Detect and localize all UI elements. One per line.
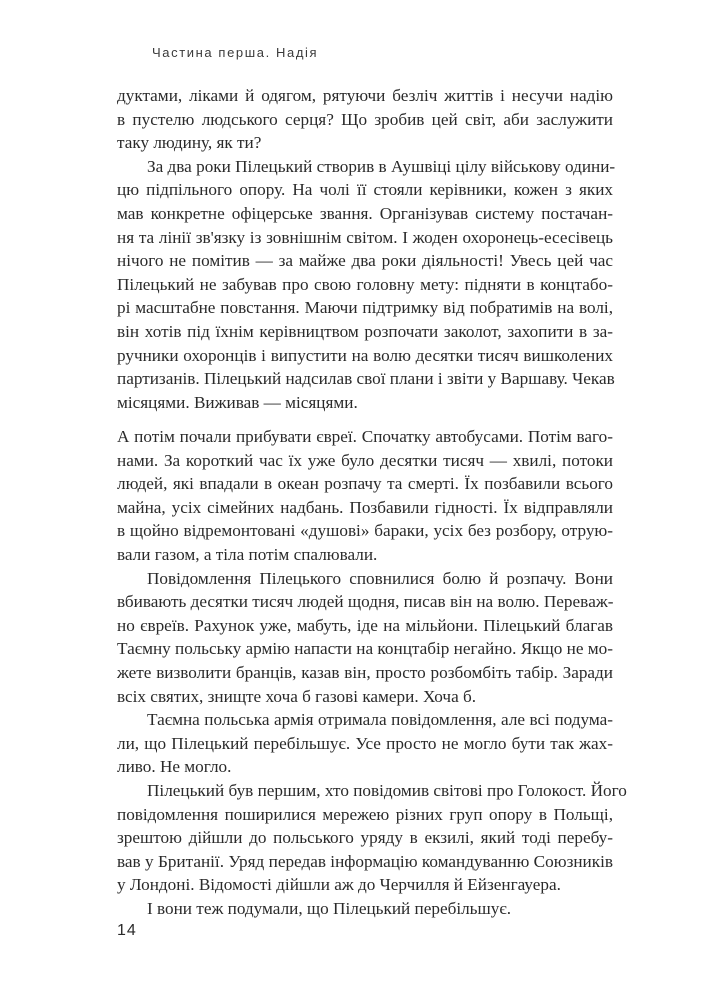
text-line: повідомлення поширилися мережею різних груп опору в Польщі, xyxy=(117,804,613,824)
text-line: вав у Британії. Уряд передав інформацію командуванню Союзників xyxy=(117,851,613,871)
text-line: І вони теж подумали, що Пілецький перебільшує. xyxy=(147,898,512,918)
page-number: 14 xyxy=(117,922,137,939)
text-line: зрештою дійшли до польського уряду в екзилі, який тоді перебу- xyxy=(117,828,613,848)
text-line: За два роки Пілецький створив в Аушвіці цілу військову одини- xyxy=(147,156,616,176)
text-line: ня та лінії зв'язку із зовнішнім світом. І жоден охоронець-есесівець xyxy=(117,227,613,247)
text-line: людей, які впадали в океан розпачу та смерті. Їх позбавили всього xyxy=(117,474,613,494)
text-line: нами. За короткий час їх уже було десятки тисяч — хвилі, потоки xyxy=(117,450,613,470)
text-line: Таємна польська армія отримала повідомлення, але всі подума- xyxy=(147,710,613,730)
text-line: мав конкретне офіцерське звання. Організував систему постачан- xyxy=(117,203,613,223)
text-line: партизанів. Пілецький надсилав свої плани і звіти у Варшаву. Чекав xyxy=(117,369,615,389)
text-line: нічого не помітив — за майже два роки діяльності! Увесь цей час xyxy=(117,251,613,271)
text-line: жете визволити бранців, казав він, просто розбомбіть табір. Заради xyxy=(117,662,613,682)
text-line: но євреїв. Рахунок уже, мабуть, іде на мільйони. Пілецький благав xyxy=(117,615,613,635)
text-line: ли, що Пілецький перебільшує. Усе просто не могло бути так жах- xyxy=(117,733,613,753)
text-line: Пілецький не забував про свою головну мету: підняти в концтабо- xyxy=(117,274,613,294)
running-head: Частина перша. Надія xyxy=(152,45,319,60)
text-line: вбивають десятки тисяч людей щодня, писав він на волю. Перевaж- xyxy=(117,592,614,612)
text-line: дуктами, ліками й одягом, рятуючи безліч життів і несучи надію xyxy=(117,86,613,105)
text-line: А потім почали прибувати євреї. Спочатку автобусами. Потім ваго- xyxy=(117,427,613,446)
text-block-2 xyxy=(117,425,627,920)
text-line: цю підпільного опору. На чолі її стояли керівники, кожен з яких xyxy=(117,180,613,200)
text-line: ручники охоронців і випустити на волю десятки тисяч вишколених xyxy=(117,345,613,365)
text-line: рі масштабне повстання. Маючи підтримку від побратимів на волі, xyxy=(117,298,613,318)
text-line: в пустелю людського серця? Що зробив цей світ, аби заслужити xyxy=(117,109,613,129)
text-block-1 xyxy=(117,84,616,414)
text-line: всіх святих, знищте хоча б газові камери. Хоча б. xyxy=(117,686,477,706)
text-line: вали газом, а тіла потім спалювали. xyxy=(117,544,378,564)
text-line: Таємну польську армію напасти на концтабір негайно. Якщо не мо- xyxy=(117,639,613,659)
text-line: в щойно відремонтовані «душові» бараки, усіх без розбору, отрую- xyxy=(117,521,613,541)
text-line: ливо. Не могло. xyxy=(117,757,232,777)
text-line: Пілецький був першим, хто повідомив світові про Голокост. Його xyxy=(147,780,627,800)
text-line: Повідомлення Пілецького сповнилися болю й розпачу. Вони xyxy=(147,568,613,588)
text-line: у Лондоні. Відомості дійшли аж до Черчилля й Ейзенгауера. xyxy=(117,875,561,895)
text-line: він хотів під їхнім керівництвом розпочати заколот, захопити в за- xyxy=(117,321,613,341)
text-line: місяцями. Виживав — місяцями. xyxy=(117,392,358,412)
text-line: майна, усіх сімейних надбань. Позбавили гідності. Їх відправляли xyxy=(117,497,613,517)
text-line: таку людину, як ти? xyxy=(117,133,262,153)
